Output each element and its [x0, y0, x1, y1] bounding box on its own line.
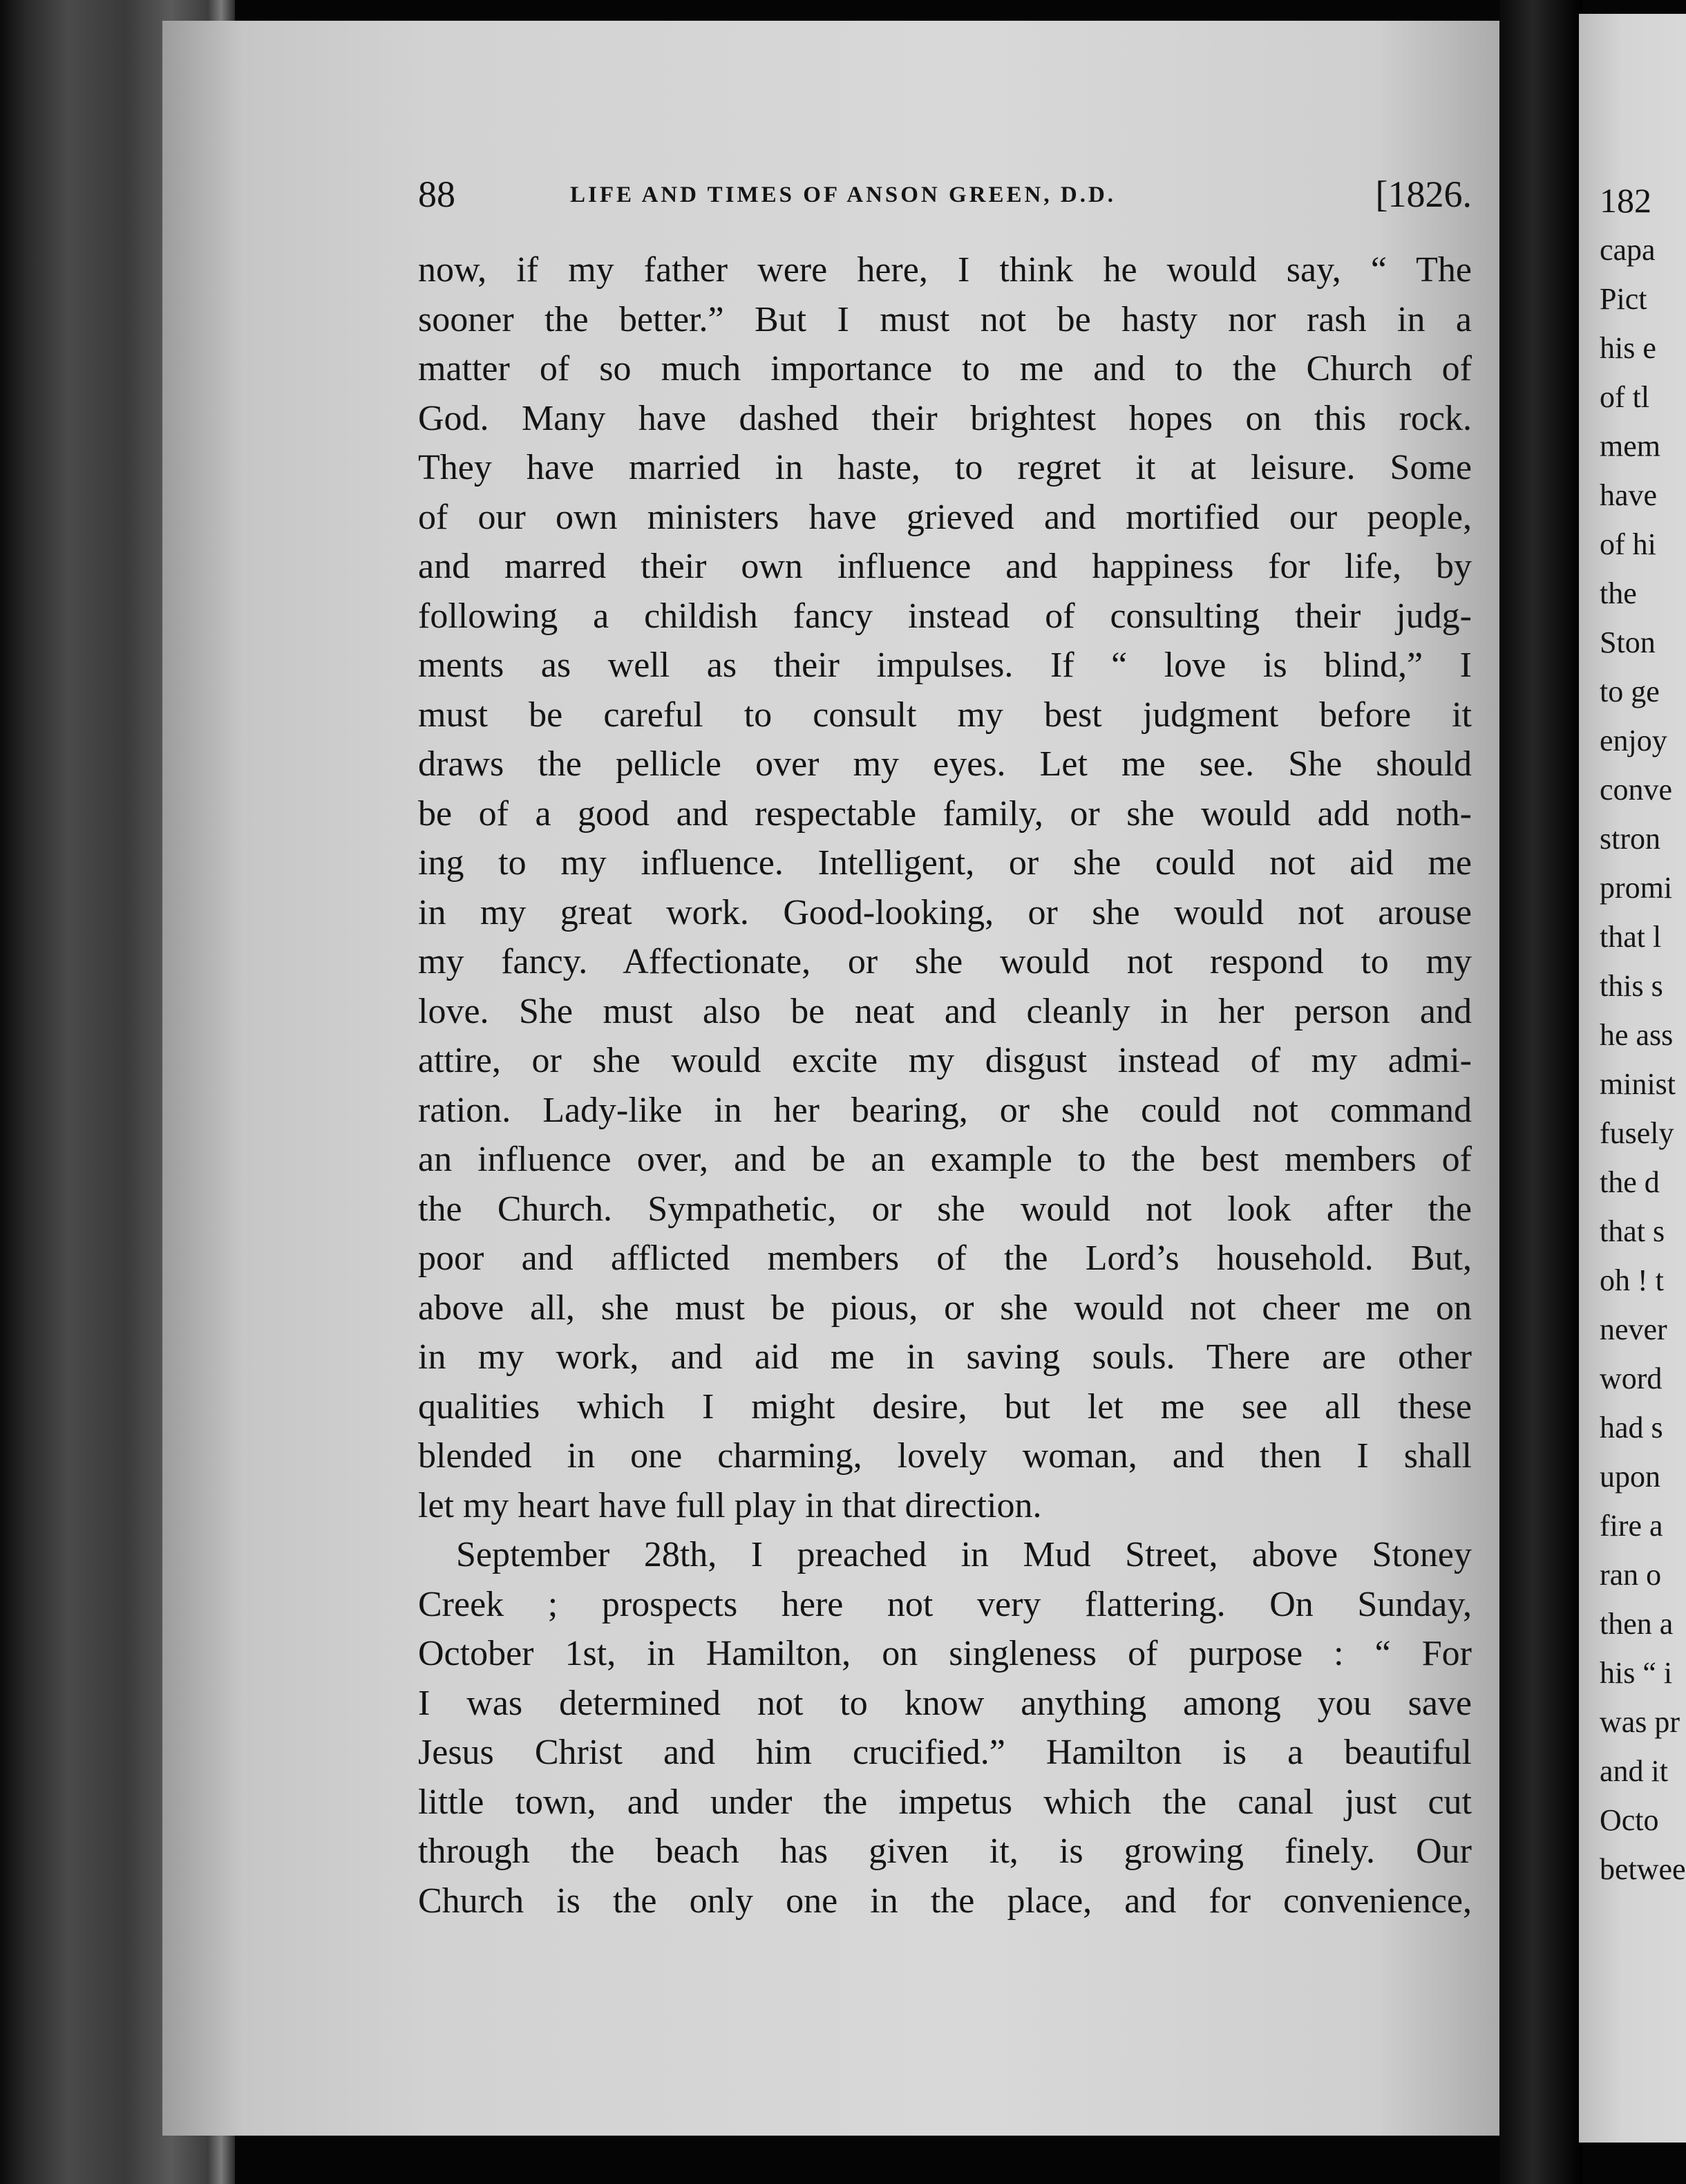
- text-line: love. She must also be neat and cleanly in her person and: [418, 991, 1472, 1031]
- next-page-line: that s: [1600, 1214, 1665, 1248]
- next-page-line: Ston: [1600, 625, 1656, 659]
- next-page-line: then a: [1600, 1607, 1674, 1641]
- header-year: [1826.: [1375, 173, 1472, 215]
- next-page-line: Octo: [1600, 1803, 1659, 1837]
- text-line: poor and afflicted members of the Lord’s household. But,: [418, 1239, 1472, 1278]
- body-text: [418, 245, 1472, 1926]
- next-page-line: his e: [1600, 331, 1656, 365]
- next-page-line: that l: [1600, 920, 1662, 954]
- next-page-fragment: [1579, 14, 1686, 2143]
- text-line: following a childish fancy instead of consulting their judg-: [418, 596, 1472, 636]
- text-line: October 1st, in Hamilton, on singleness of purpose : “ For: [418, 1634, 1472, 1673]
- text-line: now, if my father were here, I think he would say, “ The: [418, 250, 1472, 290]
- next-page-line: the: [1600, 576, 1637, 610]
- next-page-line: and it: [1600, 1754, 1668, 1788]
- next-page-line: his “ i: [1600, 1656, 1673, 1690]
- next-page-year: 182: [1600, 181, 1651, 220]
- next-page-line: had s: [1600, 1411, 1663, 1444]
- text-line: draws the pellicle over my eyes. Let me see. She should: [418, 744, 1472, 784]
- text-line: blended in one charming, lovely woman, and then I shall: [418, 1436, 1472, 1476]
- next-page-line: fusely: [1600, 1116, 1674, 1150]
- next-page-line: of tl: [1600, 380, 1650, 414]
- text-line: of our own ministers have grieved and mortified our people,: [418, 497, 1472, 537]
- text-line: in my work, and aid me in saving souls. There are other: [418, 1337, 1472, 1377]
- text-line: They have married in haste, to regret it at leisure. Some: [418, 448, 1472, 487]
- text-line: I was determined not to know anything among you save: [418, 1683, 1472, 1723]
- next-page-line: ran o: [1600, 1558, 1662, 1592]
- next-page-line: to ge: [1600, 675, 1660, 708]
- text-line: Creek ; prospects here not very flattering. On Sunday,: [418, 1584, 1472, 1624]
- text-line: let my heart have full play in that direction.: [418, 1485, 1042, 1525]
- next-page-line: he ass: [1600, 1018, 1674, 1052]
- next-page-line: capa: [1600, 233, 1656, 267]
- text-line: sooner the better.” But I must not be hasty nor rash in a: [418, 299, 1472, 339]
- next-page-line: the d: [1600, 1165, 1660, 1199]
- page-number: 88: [418, 173, 455, 215]
- text-line: and marred their own influence and happiness for life, by: [418, 547, 1472, 586]
- text-line: matter of so much importance to me and to the Church of: [418, 349, 1472, 388]
- text-line: be of a good and respectable family, or she would add noth-: [418, 793, 1472, 834]
- next-page-line: upon: [1600, 1460, 1660, 1494]
- text-line: through the beach has given it, is growing finely. Our: [418, 1832, 1472, 1871]
- text-line: an influence over, and be an example to the best members of: [418, 1140, 1472, 1179]
- text-line: qualities which I might desire, but let me see all these: [418, 1386, 1472, 1427]
- text-line: God. Many have dashed their brightest hopes on this rock.: [418, 398, 1472, 438]
- next-page-line: of hi: [1600, 527, 1656, 561]
- text-line: ration. Lady-like in her bearing, or she could not command: [418, 1090, 1472, 1130]
- next-page-line: betwee: [1600, 1852, 1686, 1886]
- next-page-text: [1600, 176, 1686, 1894]
- text-line: the Church. Sympathetic, or she would not look after the: [418, 1189, 1472, 1229]
- next-page-line: promi: [1600, 871, 1673, 905]
- text-line: Jesus Christ and him crucified.” Hamilton is a beautiful: [418, 1733, 1472, 1772]
- text-line: Church is the only one in the place, and for convenience,: [418, 1881, 1472, 1921]
- text-line: my fancy. Affectionate, or she would not respond to my: [418, 942, 1472, 981]
- text-line: little town, and under the impetus which the canal just cut: [418, 1782, 1472, 1822]
- next-page-line: stron: [1600, 822, 1660, 856]
- next-page-line: minist: [1600, 1067, 1676, 1101]
- next-page-line: this s: [1600, 969, 1663, 1003]
- running-header: [418, 173, 1472, 228]
- text-line: ments as well as their impulses. If “ love is blind,” I: [418, 646, 1472, 685]
- next-page-line: mem: [1600, 429, 1660, 463]
- text-line: ing to my influence. Intelligent, or she could not aid me: [418, 843, 1472, 883]
- text-line: above all, she must be pious, or she would not cheer me on: [418, 1288, 1472, 1328]
- next-page-line: Pict: [1600, 282, 1647, 316]
- text-line: September 28th, I preached in Mud Street, above Stoney: [456, 1535, 1472, 1574]
- next-page-line: have: [1600, 478, 1658, 512]
- text-line: attire, or she would excite my disgust instead of my admi-: [418, 1041, 1472, 1080]
- next-page-line: enjoy: [1600, 724, 1667, 757]
- running-title: LIFE AND TIMES OF ANSON GREEN, D.D.: [570, 182, 1117, 207]
- next-page-line: word: [1600, 1362, 1663, 1395]
- book-gutter: [1499, 0, 1582, 2184]
- next-page-line: was pr: [1600, 1705, 1680, 1739]
- text-line: in my great work. Good-looking, or she would not arouse: [418, 892, 1472, 932]
- next-page-line: never: [1600, 1312, 1667, 1346]
- next-page-line: oh ! t: [1600, 1263, 1664, 1297]
- text-line: must be careful to consult my best judgment before it: [418, 695, 1472, 735]
- next-page-line: fire a: [1600, 1509, 1663, 1543]
- next-page-line: conve: [1600, 773, 1673, 807]
